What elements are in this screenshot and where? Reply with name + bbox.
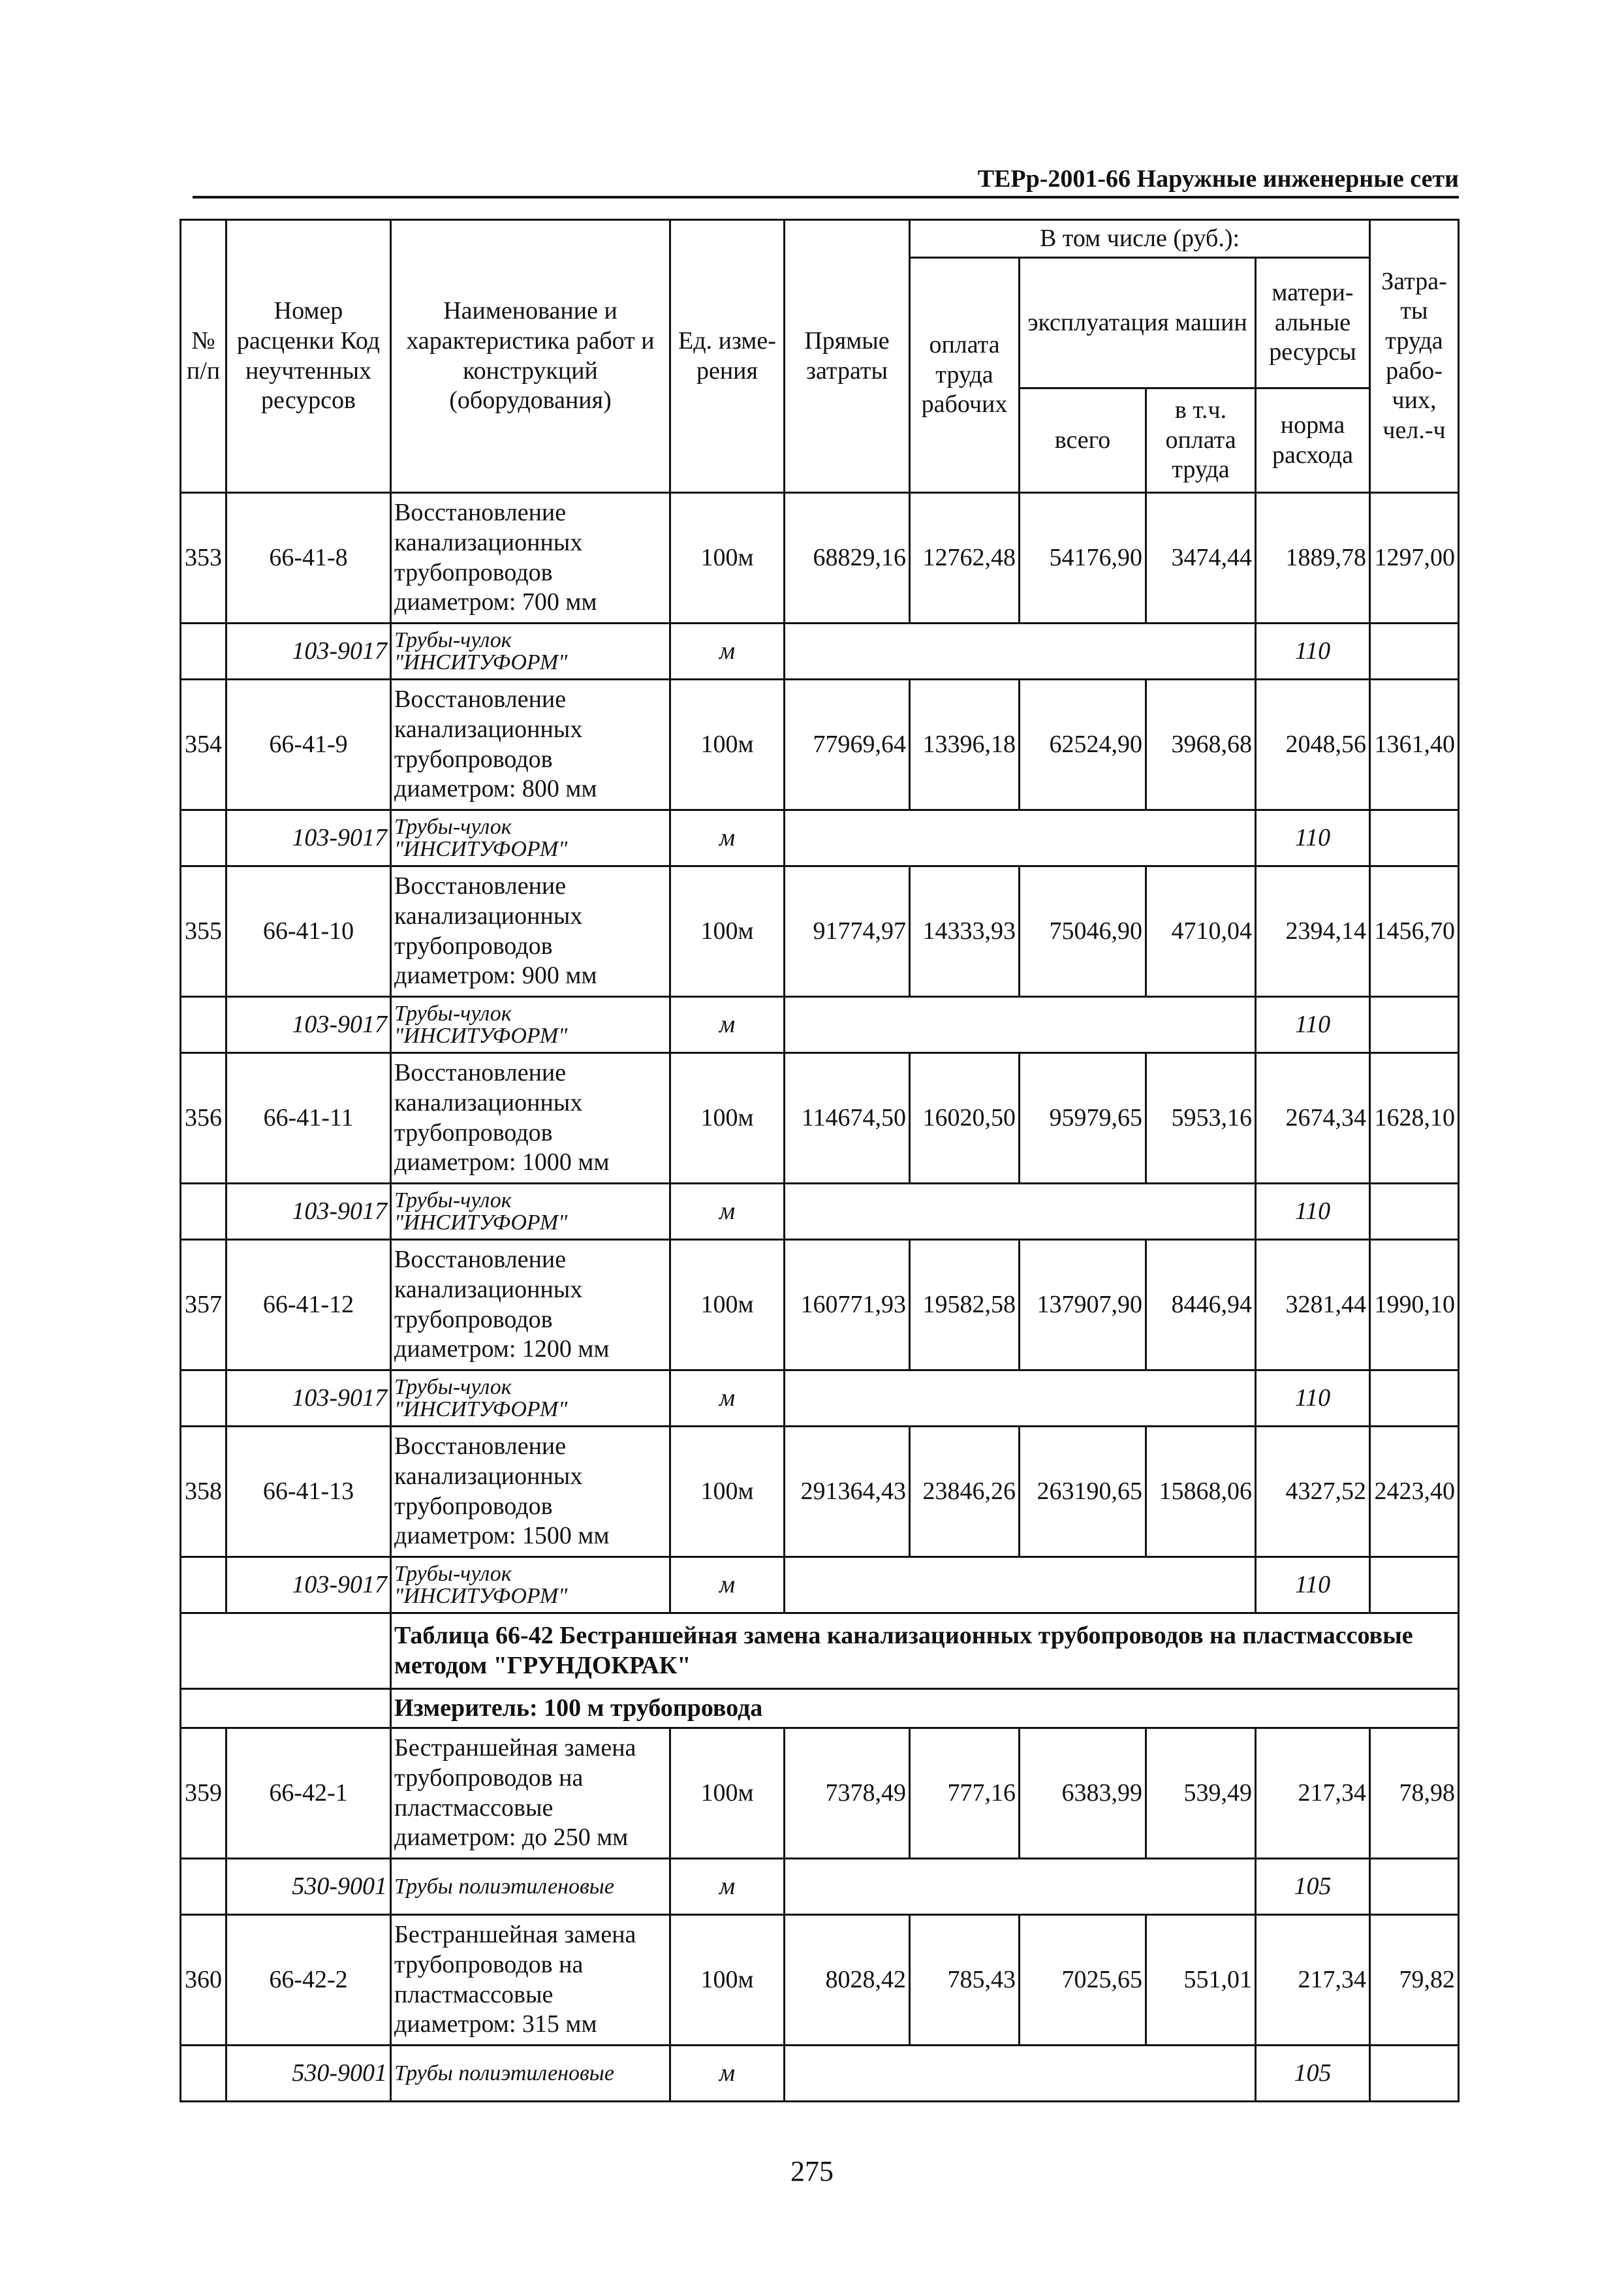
- resource-empty-hours: [1370, 810, 1459, 866]
- machines-total: 95979,65: [1020, 1053, 1146, 1184]
- table-row: [181, 866, 1459, 997]
- machines-labor-pay: 539,49: [1146, 1728, 1256, 1859]
- labor-pay: 785,43: [910, 1915, 1020, 2046]
- labor-hours: 1990,10: [1370, 1240, 1459, 1370]
- direct-costs: 114674,50: [785, 1053, 910, 1184]
- resource-blank: [785, 1859, 1256, 1915]
- resource-empty-num: [181, 2046, 226, 2102]
- resource-row: [181, 2046, 1459, 2102]
- resource-unit: м: [670, 1370, 785, 1427]
- machines-labor-pay: 4710,04: [1146, 866, 1256, 997]
- resource-norm: 110: [1256, 624, 1370, 680]
- table-row: [181, 1053, 1459, 1184]
- direct-costs: 91774,97: [785, 866, 910, 997]
- labor-hours: 1361,40: [1370, 680, 1459, 810]
- machines-total: 7025,65: [1020, 1915, 1146, 2046]
- header-code: Номер расценки Код неучтенных ресурсов: [226, 220, 391, 493]
- rate-code: 66-41-10: [226, 866, 391, 997]
- resource-name: Трубы-чулок "ИНСИТУФОРМ": [391, 1557, 670, 1613]
- row-number: 353: [181, 493, 226, 624]
- labor-hours: 1456,70: [1370, 866, 1459, 997]
- resource-name: Трубы полиэтиленовые: [391, 1859, 670, 1915]
- machines-labor-pay: 8446,94: [1146, 1240, 1256, 1370]
- unit: 100м: [670, 1915, 785, 2046]
- resource-code: 103-9017: [226, 997, 391, 1053]
- header-machines-labor: в т.ч. оплата труда: [1146, 388, 1256, 493]
- rate-code: 66-42-1: [226, 1728, 391, 1859]
- table-row: [181, 1728, 1459, 1859]
- resource-blank: [785, 810, 1256, 866]
- labor-hours: 1297,00: [1370, 493, 1459, 624]
- resource-code: 103-9017: [226, 1370, 391, 1427]
- header-including: В том числе (руб.):: [910, 220, 1370, 258]
- resource-empty-num: [181, 810, 226, 866]
- table-row: [181, 680, 1459, 810]
- measure-empty: [181, 1689, 391, 1728]
- resource-empty-hours: [1370, 1184, 1459, 1240]
- labor-pay: 12762,48: [910, 493, 1020, 624]
- unit: 100м: [670, 680, 785, 810]
- work-description: Восстановление канализационных трубопроводов диаметром: 700 мм: [391, 493, 670, 624]
- work-description: Восстановление канализационных трубопроводов диаметром: 1500 мм: [391, 1427, 670, 1557]
- resource-empty-hours: [1370, 997, 1459, 1053]
- resource-blank: [785, 1184, 1256, 1240]
- resource-row: [181, 1184, 1459, 1240]
- work-description: Восстановление канализационных трубопроводов диаметром: 900 мм: [391, 866, 670, 997]
- direct-costs: 7378,49: [785, 1728, 910, 1859]
- resource-row: [181, 810, 1459, 866]
- resource-blank: [785, 624, 1256, 680]
- materials: 2674,34: [1256, 1053, 1370, 1184]
- resource-empty-hours: [1370, 1370, 1459, 1427]
- row-number: 354: [181, 680, 226, 810]
- resource-name: Трубы-чулок "ИНСИТУФОРМ": [391, 1184, 670, 1240]
- section-measure: Измеритель: 100 м трубопровода: [391, 1689, 1459, 1728]
- header-row-1: [181, 220, 1459, 258]
- section-title-row: [181, 1613, 1459, 1689]
- resource-row: [181, 624, 1459, 680]
- resource-norm: 110: [1256, 810, 1370, 866]
- machines-labor-pay: 15868,06: [1146, 1427, 1256, 1557]
- labor-pay: 16020,50: [910, 1053, 1020, 1184]
- resource-unit: м: [670, 810, 785, 866]
- resource-blank: [785, 2046, 1256, 2102]
- row-number: 356: [181, 1053, 226, 1184]
- header-machines: эксплуатация машин: [1020, 258, 1256, 388]
- resource-blank: [785, 1557, 1256, 1613]
- labor-hours: 2423,40: [1370, 1427, 1459, 1557]
- running-header: ТЕРр-2001-66 Наружные инженерные сети: [193, 165, 1459, 198]
- direct-costs: 160771,93: [785, 1240, 910, 1370]
- work-description: Восстановление канализационных трубопроводов диаметром: 1200 мм: [391, 1240, 670, 1370]
- resource-norm: 105: [1256, 1859, 1370, 1915]
- resource-row: [181, 1370, 1459, 1427]
- resource-row: [181, 1557, 1459, 1613]
- resource-empty-num: [181, 997, 226, 1053]
- resource-name: Трубы-чулок "ИНСИТУФОРМ": [391, 1370, 670, 1427]
- header-materials: матери-альные ресурсы: [1256, 258, 1370, 388]
- table-row: [181, 1427, 1459, 1557]
- machines-total: 6383,99: [1020, 1728, 1146, 1859]
- resource-code: 103-9017: [226, 624, 391, 680]
- resource-blank: [785, 1370, 1256, 1427]
- resource-blank: [785, 997, 1256, 1053]
- resource-empty-hours: [1370, 1557, 1459, 1613]
- materials: 1889,78: [1256, 493, 1370, 624]
- materials: 2048,56: [1256, 680, 1370, 810]
- resource-empty-num: [181, 1859, 226, 1915]
- materials: 217,34: [1256, 1728, 1370, 1859]
- direct-costs: 77969,64: [785, 680, 910, 810]
- resource-norm: 110: [1256, 997, 1370, 1053]
- labor-pay: 23846,26: [910, 1427, 1020, 1557]
- resource-norm: 110: [1256, 1184, 1370, 1240]
- header-labor-pay: оплата труда рабочих: [910, 258, 1020, 493]
- table-row: [181, 1915, 1459, 2046]
- resource-empty-hours: [1370, 1859, 1459, 1915]
- machines-total: 62524,90: [1020, 680, 1146, 810]
- rate-code: 66-41-12: [226, 1240, 391, 1370]
- table-row: [181, 1240, 1459, 1370]
- machines-labor-pay: 551,01: [1146, 1915, 1256, 2046]
- resource-unit: м: [670, 997, 785, 1053]
- work-description: Восстановление канализационных трубопроводов диаметром: 1000 мм: [391, 1053, 670, 1184]
- table-row: [181, 493, 1459, 624]
- resource-code: 103-9017: [226, 1557, 391, 1613]
- resource-name: Трубы-чулок "ИНСИТУФОРМ": [391, 810, 670, 866]
- materials: 217,34: [1256, 1915, 1370, 2046]
- resource-code: 103-9017: [226, 1184, 391, 1240]
- header-machines-total: всего: [1020, 388, 1146, 493]
- unit: 100м: [670, 1427, 785, 1557]
- resource-name: Трубы полиэтиленовые: [391, 2046, 670, 2102]
- row-number: 360: [181, 1915, 226, 2046]
- row-number: 358: [181, 1427, 226, 1557]
- rate-code: 66-42-2: [226, 1915, 391, 2046]
- unit: 100м: [670, 1728, 785, 1859]
- resource-empty-hours: [1370, 624, 1459, 680]
- direct-costs: 68829,16: [785, 493, 910, 624]
- unit: 100м: [670, 866, 785, 997]
- materials: 3281,44: [1256, 1240, 1370, 1370]
- unit: 100м: [670, 1240, 785, 1370]
- resource-unit: м: [670, 1184, 785, 1240]
- rate-code: 66-41-11: [226, 1053, 391, 1184]
- machines-labor-pay: 3474,44: [1146, 493, 1256, 624]
- resource-unit: м: [670, 624, 785, 680]
- machines-total: 263190,65: [1020, 1427, 1146, 1557]
- rate-code: 66-41-9: [226, 680, 391, 810]
- section-empty: [181, 1613, 391, 1689]
- resource-unit: м: [670, 2046, 785, 2102]
- header-labor-hours: Затра-ты труда рабо-чих, чел.-ч: [1370, 220, 1459, 493]
- resource-empty-num: [181, 624, 226, 680]
- machines-labor-pay: 5953,16: [1146, 1053, 1256, 1184]
- labor-pay: 19582,58: [910, 1240, 1020, 1370]
- materials: 2394,14: [1256, 866, 1370, 997]
- labor-pay: 13396,18: [910, 680, 1020, 810]
- row-number: 355: [181, 866, 226, 997]
- machines-total: 75046,90: [1020, 866, 1146, 997]
- resource-row: [181, 997, 1459, 1053]
- header-direct: Прямые затраты: [785, 220, 910, 493]
- direct-costs: 8028,42: [785, 1915, 910, 2046]
- header-unit: Ед. изме-рения: [670, 220, 785, 493]
- header-name: Наименование и характеристика работ и конструкций (оборудования): [391, 220, 670, 493]
- rate-code: 66-41-13: [226, 1427, 391, 1557]
- resource-unit: м: [670, 1859, 785, 1915]
- resource-code: 103-9017: [226, 810, 391, 866]
- work-description: Бестраншейная замена трубопроводов на пластмассовые диаметром: 315 мм: [391, 1915, 670, 2046]
- measure-row: [181, 1689, 1459, 1728]
- rates-table: [180, 219, 1460, 2102]
- page-number: 275: [790, 2155, 834, 2187]
- materials: 4327,52: [1256, 1427, 1370, 1557]
- header-materials-norm: норма расхода: [1256, 388, 1370, 493]
- resource-name: Трубы-чулок "ИНСИТУФОРМ": [391, 997, 670, 1053]
- unit: 100м: [670, 1053, 785, 1184]
- labor-hours: 79,82: [1370, 1915, 1459, 2046]
- resource-code: 530-9001: [226, 1859, 391, 1915]
- resource-code: 530-9001: [226, 2046, 391, 2102]
- labor-pay: 777,16: [910, 1728, 1020, 1859]
- resource-norm: 110: [1256, 1370, 1370, 1427]
- resource-name: Трубы-чулок "ИНСИТУФОРМ": [391, 624, 670, 680]
- resource-row: [181, 1859, 1459, 1915]
- resource-empty-num: [181, 1370, 226, 1427]
- labor-hours: 1628,10: [1370, 1053, 1459, 1184]
- machines-total: 137907,90: [1020, 1240, 1146, 1370]
- labor-pay: 14333,93: [910, 866, 1020, 997]
- unit: 100м: [670, 493, 785, 624]
- resource-unit: м: [670, 1557, 785, 1613]
- row-number: 359: [181, 1728, 226, 1859]
- resource-empty-num: [181, 1184, 226, 1240]
- resource-empty-hours: [1370, 2046, 1459, 2102]
- work-description: Восстановление канализационных трубопроводов диаметром: 800 мм: [391, 680, 670, 810]
- resource-empty-num: [181, 1557, 226, 1613]
- row-number: 357: [181, 1240, 226, 1370]
- direct-costs: 291364,43: [785, 1427, 910, 1557]
- section-title: Таблица 66-42 Бестраншейная замена канализационных трубопроводов на пластмассовые методом "ГРУНДОКРАК": [391, 1613, 1459, 1689]
- resource-norm: 110: [1256, 1557, 1370, 1613]
- labor-hours: 78,98: [1370, 1728, 1459, 1859]
- header-num: № п/п: [181, 220, 226, 493]
- work-description: Бестраншейная замена трубопроводов на пластмассовые диаметром: до 250 мм: [391, 1728, 670, 1859]
- resource-norm: 105: [1256, 2046, 1370, 2102]
- rate-code: 66-41-8: [226, 493, 391, 624]
- machines-total: 54176,90: [1020, 493, 1146, 624]
- machines-labor-pay: 3968,68: [1146, 680, 1256, 810]
